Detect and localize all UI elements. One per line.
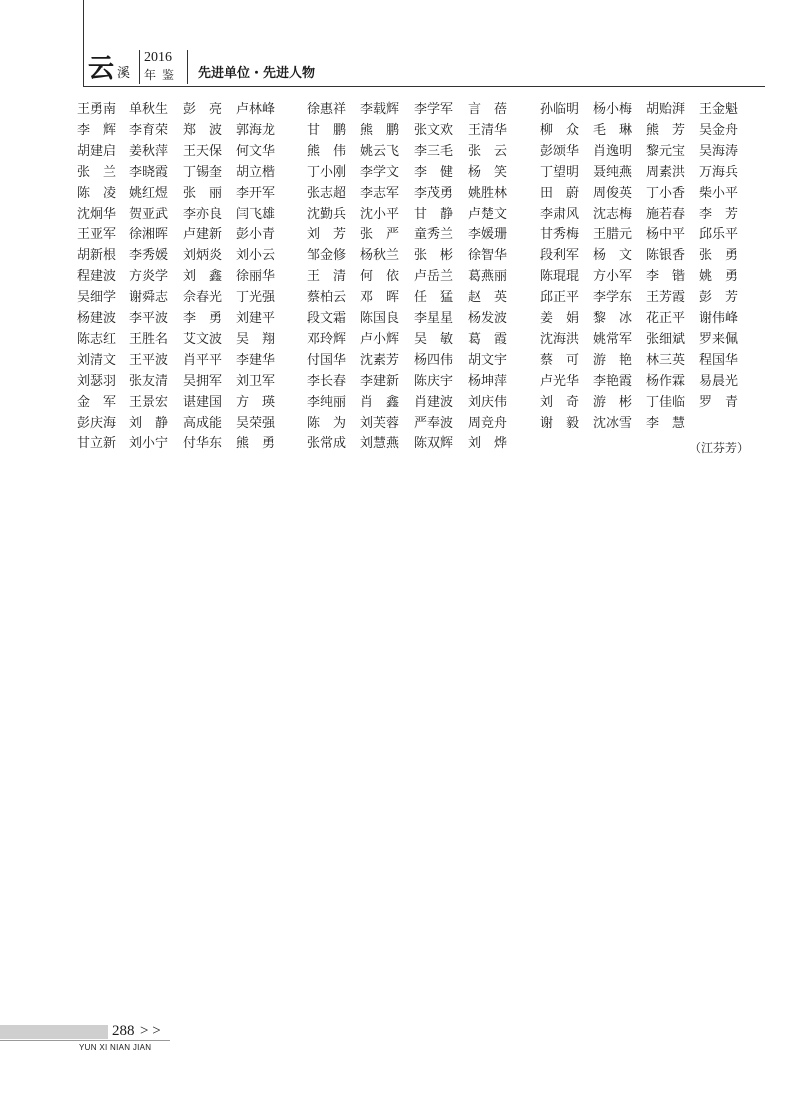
person-name: 姚云飞 [360,143,400,159]
person-name: 王 清 [307,269,347,285]
person-name: 彭小青 [236,227,276,243]
person-name: 胡建启 [77,143,117,159]
person-name: 姜秋萍 [129,143,169,159]
person-name: 卢小辉 [360,331,400,347]
person-name: 施若春 [646,206,686,222]
person-name: 彭 芳 [699,290,739,306]
person-name: 柳 众 [540,122,580,138]
person-name: 佘春光 [183,290,223,306]
person-name: 邓 晖 [360,290,400,306]
page-arrows: > > [140,1023,161,1039]
person-name: 李 健 [414,164,454,180]
person-name: 王腊元 [593,227,633,243]
person-name: 李亦良 [183,206,223,222]
person-name: 刘芙蓉 [360,415,400,431]
person-name: 葛 霞 [468,331,508,347]
logo-char-yun: 云 [88,54,115,84]
person-name: 陈琨琨 [540,269,580,285]
page-number: 288 [112,1023,135,1039]
person-name: 吴海涛 [699,143,739,159]
person-name: 邱正平 [540,290,580,306]
person-name: 胡立楷 [236,164,276,180]
person-name: 丁小刚 [307,164,347,180]
person-name: 肖建波 [414,394,454,410]
person-name: 李开军 [236,185,276,201]
person-name: 胡新根 [77,248,117,264]
author-credit: （江芬芳） [689,441,750,455]
person-name: 卢岳兰 [414,269,454,285]
person-name: 谢舜志 [129,290,169,306]
person-name: 肖平平 [183,352,223,368]
person-name: 李媛珊 [468,227,508,243]
person-name: 吴荣强 [236,415,276,431]
person-name: 甘立新 [77,436,117,452]
person-name: 杨 文 [593,248,633,264]
person-name: 姚胜林 [468,185,508,201]
person-name: 张志超 [307,185,347,201]
person-name: 张 兰 [77,164,117,180]
person-name: 程建波 [77,269,117,285]
person-name: 吴 翔 [236,331,276,347]
person-name: 卢光华 [540,373,580,389]
person-name: 杨建波 [77,311,117,326]
person-name: 杨发波 [468,311,508,326]
person-name: 蔡 可 [540,352,580,368]
person-name: 高成能 [183,415,223,431]
person-name: 单秋生 [129,102,169,117]
person-name: 林三英 [646,352,686,368]
person-name: 卢楚文 [468,206,508,222]
person-name: 刘小宁 [129,436,169,452]
person-name: 陈 为 [307,415,347,431]
person-name: 周俊英 [593,185,633,201]
person-name: 刘小云 [236,248,276,264]
yearbook-label: 年鉴 [144,68,181,82]
person-name: 李长春 [307,373,347,389]
person-name: 刘清文 [77,352,117,368]
footer-bar [0,1025,108,1039]
person-name: 吴金舟 [699,122,739,138]
person-name: 周竞舟 [468,415,508,431]
person-name: 何文华 [236,143,276,159]
person-name: 易晨光 [699,373,739,389]
person-name: 付国华 [307,352,347,368]
person-name: 陈庆宇 [414,373,454,389]
person-name: 刘 奇 [540,394,580,410]
person-name: 刘慧燕 [360,436,400,452]
person-name: 甘 静 [414,206,454,222]
person-name: 陈银香 [646,248,686,264]
person-name: 李 芳 [699,206,739,222]
person-name: 方小军 [593,269,633,285]
person-name: 周素洪 [646,164,686,180]
person-name: 邹金修 [307,248,347,264]
person-name: 熊 鹏 [360,122,400,138]
person-name: 谢伟峰 [699,311,739,326]
person-name: 王勇南 [77,102,117,117]
person-name: 付华东 [183,436,223,452]
person-name: 吴细学 [77,290,117,306]
person-name: 李 辉 [77,122,117,138]
person-name: 李 锴 [646,269,686,285]
person-name: 卢建新 [183,227,223,243]
person-name: 邱乐平 [699,227,739,243]
person-name: 肖 鑫 [360,394,400,410]
person-name: 李学东 [593,290,633,306]
person-name: 杨作霖 [646,373,686,389]
person-name: 刘 鑫 [183,269,223,285]
person-name: 张细斌 [646,331,686,347]
person-name: 李秀媛 [129,248,169,264]
person-name: 杨坤萍 [468,373,508,389]
person-name: 张文欢 [414,122,454,138]
person-name: 田 蔚 [540,185,580,201]
person-name: 刘建平 [236,311,276,326]
person-name: 吴拥军 [183,373,223,389]
footer-rule [0,1040,170,1041]
person-name: 徐惠祥 [307,102,347,117]
person-name: 张友清 [129,373,169,389]
person-name: 王天保 [183,143,223,159]
person-name: 李艳霞 [593,373,633,389]
person-name: 方炎学 [129,269,169,285]
person-name: 王平波 [129,352,169,368]
person-name: 罗 青 [699,394,739,410]
footer-pinyin: YUN XI NIAN JIAN [79,1043,152,1052]
person-name: 徐丽华 [236,269,276,285]
person-name: 张 丽 [183,185,223,201]
person-name: 丁佳临 [646,394,686,410]
person-name: 李 慧 [646,415,686,431]
person-name: 丁光强 [236,290,276,306]
person-name: 刘 芳 [307,227,347,243]
person-name: 闫飞雄 [236,206,276,222]
person-name: 葛燕丽 [468,269,508,285]
person-name: 张 严 [360,227,400,243]
person-name: 张 彬 [414,248,454,264]
person-name: 罗来佩 [699,331,739,347]
person-name: 姚红煜 [129,185,169,201]
person-name: 赵 英 [468,290,508,306]
person-name: 张 勇 [699,248,739,264]
person-name: 贺亚武 [129,206,169,222]
person-name: 丁小香 [646,185,686,201]
person-name: 姚 勇 [699,269,739,285]
person-name: 沈冰雪 [593,415,633,431]
person-name: 丁锡奎 [183,164,223,180]
person-name: 熊 伟 [307,143,347,159]
person-name: 黎元宝 [646,143,686,159]
person-name: 方 瑛 [236,394,276,410]
person-name: 花正平 [646,311,686,326]
person-name: 孙临明 [540,102,580,117]
person-name: 杨 笑 [468,164,508,180]
person-name: 李建华 [236,352,276,368]
person-name: 陈 凌 [77,185,117,201]
person-name: 李学军 [414,102,454,117]
person-name: 李载辉 [360,102,400,117]
person-name: 姜 娟 [540,311,580,326]
person-name: 李纯丽 [307,394,347,410]
section-title: 先进单位・先进人物 [198,66,316,81]
person-name: 柴小平 [699,185,739,201]
person-name: 李建新 [360,373,400,389]
person-name: 任 猛 [414,290,454,306]
person-name: 熊 芳 [646,122,686,138]
person-name: 卢林峰 [236,102,276,117]
person-name: 杨四伟 [414,352,454,368]
person-name: 李志军 [360,185,400,201]
person-name: 李三毛 [414,143,454,159]
person-name: 刘瑟羽 [77,373,117,389]
person-name: 李肃风 [540,206,580,222]
person-name: 沈小平 [360,206,400,222]
person-name: 郭海龙 [236,122,276,138]
person-name: 甘 鹏 [307,122,347,138]
person-name: 何 依 [360,269,400,285]
person-name: 严奉波 [414,415,454,431]
person-name: 甘秀梅 [540,227,580,243]
person-name: 陈国良 [360,311,400,326]
person-name: 李茂勇 [414,185,454,201]
person-name: 沈志梅 [593,206,633,222]
person-name: 杨秋兰 [360,248,400,264]
person-name: 刘卫军 [236,373,276,389]
person-name: 聂纯燕 [593,164,633,180]
person-name: 沈海洪 [540,331,580,347]
person-name: 王芳霞 [646,290,686,306]
person-name: 李育荣 [129,122,169,138]
person-name: 吴 敏 [414,331,454,347]
person-name: 李平波 [129,311,169,326]
logo-char-xi: 溪 [117,66,131,81]
person-name: 金 军 [77,394,117,410]
person-name: 邓玲辉 [307,331,347,347]
person-name: 刘炳炎 [183,248,223,264]
person-name: 段利军 [540,248,580,264]
person-name: 张常成 [307,436,347,452]
person-name: 李 勇 [183,311,223,326]
person-name: 郑 波 [183,122,223,138]
person-name: 黎 冰 [593,311,633,326]
person-name: 陈双辉 [414,436,454,452]
person-name: 游 彬 [593,394,633,410]
person-name: 李学文 [360,164,400,180]
person-name: 杨小梅 [593,102,633,117]
person-name: 王金魁 [699,102,739,117]
person-name: 李星星 [414,311,454,326]
person-name: 肖逸明 [593,143,633,159]
person-name: 王景宏 [129,394,169,410]
person-name: 胡贻湃 [646,102,686,117]
person-name: 谢 毅 [540,415,580,431]
person-name: 艾文波 [183,331,223,347]
person-name: 王亚军 [77,227,117,243]
person-name: 陈志红 [77,331,117,347]
person-name: 彭颂华 [540,143,580,159]
person-name: 沈素芳 [360,352,400,368]
person-name: 万海兵 [699,164,739,180]
person-name: 王清华 [468,122,508,138]
person-name: 彭 亮 [183,102,223,117]
header-vertical-rule [83,0,84,86]
person-name: 李晓霞 [129,164,169,180]
person-name: 毛 琳 [593,122,633,138]
person-name: 熊 勇 [236,436,276,452]
person-name: 游 艳 [593,352,633,368]
person-name: 胡文宇 [468,352,508,368]
person-name: 沈炯华 [77,206,117,222]
yearbook-year: 2016 [144,50,172,65]
person-name: 蔡柏云 [307,290,347,306]
person-name: 徐智华 [468,248,508,264]
person-name: 谌建国 [183,394,223,410]
person-name: 姚常军 [593,331,633,347]
header-horizontal-rule [83,86,765,87]
person-name: 刘 静 [129,415,169,431]
person-name: 段文霜 [307,311,347,326]
person-name: 丁望明 [540,164,580,180]
person-name: 刘庆伟 [468,394,508,410]
person-name: 徐湘晖 [129,227,169,243]
person-name: 张 云 [468,143,508,159]
person-name: 王胜名 [129,331,169,347]
person-name: 言 蓓 [468,102,508,117]
person-name: 杨中平 [646,227,686,243]
person-name: 彭庆海 [77,415,117,431]
person-name: 沈勤兵 [307,206,347,222]
header-separator-2 [187,50,188,84]
person-name: 程国华 [699,352,739,368]
person-name: 刘 烨 [468,436,508,452]
header-separator [139,50,140,84]
person-name: 童秀兰 [414,227,454,243]
